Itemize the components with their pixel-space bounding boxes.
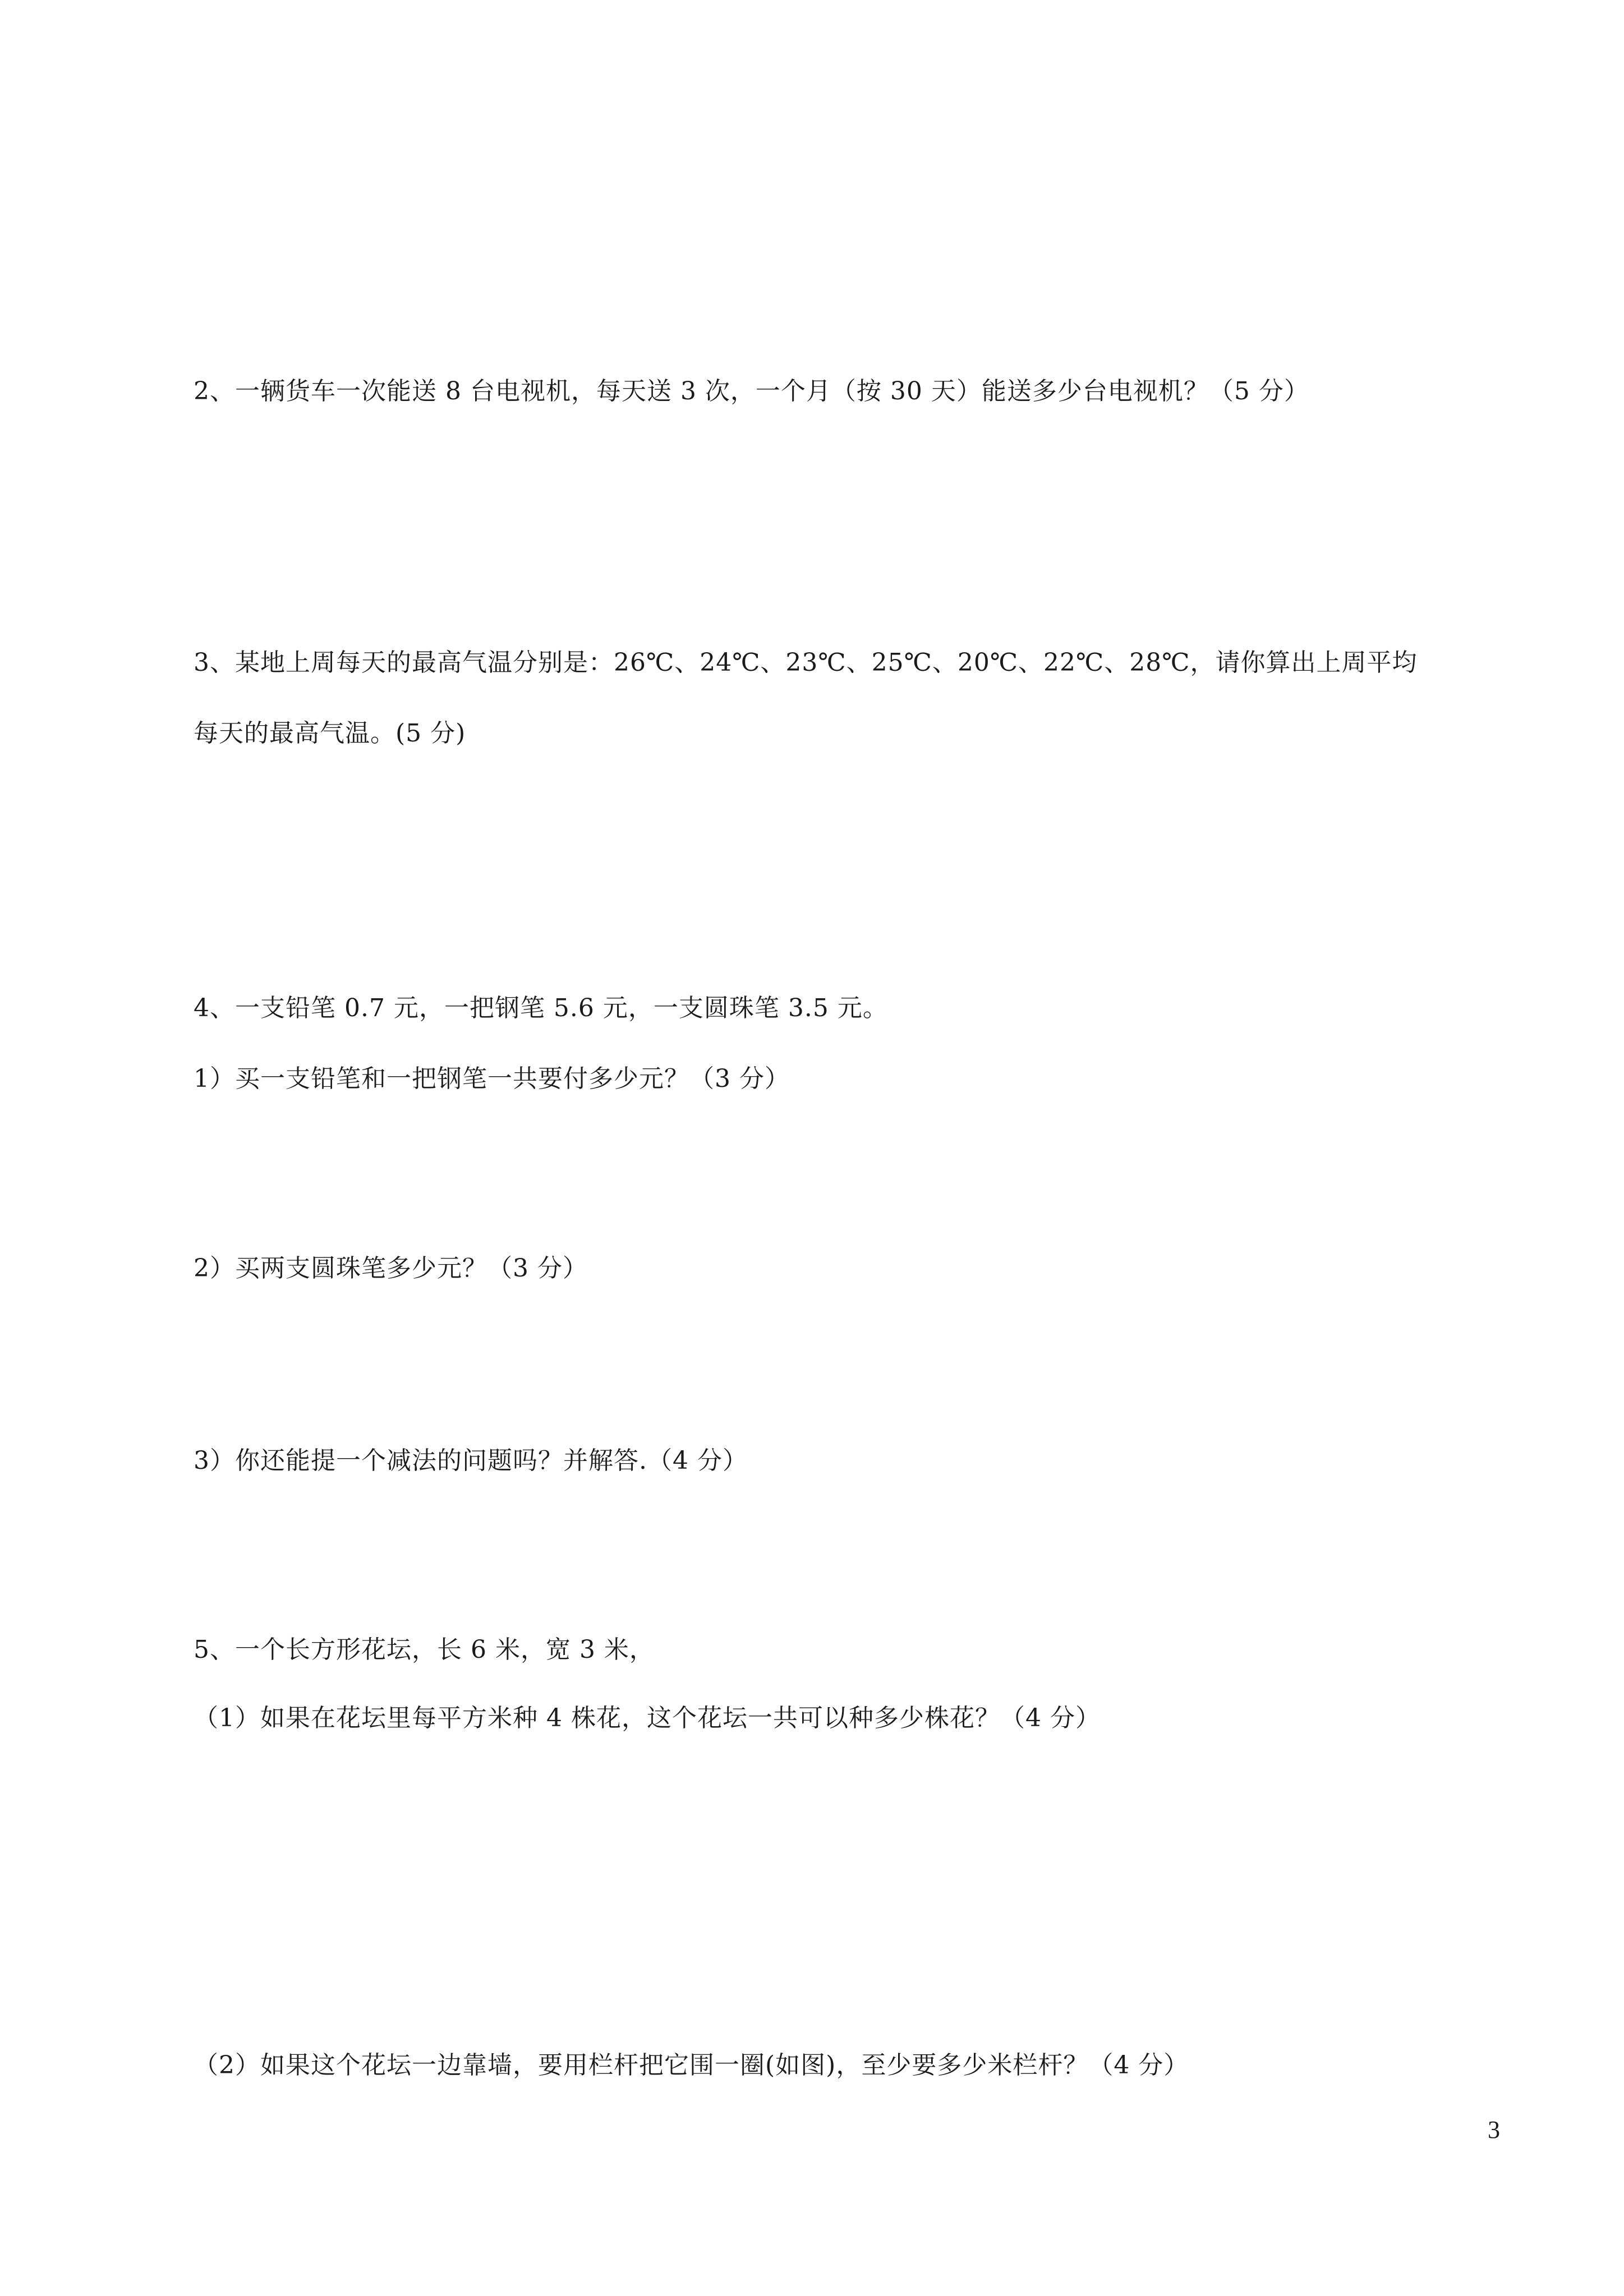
page-number: 3: [1488, 2116, 1500, 2143]
question-4-intro: 4、一支铅笔 0.7 元，一把钢笔 5.6 元，一支圆珠笔 3.5 元。: [194, 994, 888, 1022]
question-5-sub-1: （1）如果在花坛里每平方米种 4 株花，这个花坛一共可以种多少株花？（4 分）: [194, 1704, 1101, 1732]
question-2-text: 2、一辆货车一次能送 8 台电视机，每天送 3 次，一个月（按 30 天）能送多少台电视机？（5 分）: [194, 377, 1309, 405]
question-4-sub-1: 1）买一支铅笔和一把钢笔一共要付多少元？（3 分）: [194, 1064, 790, 1093]
question-5-intro: 5、一个长方形花坛，长 6 米，宽 3 米，: [194, 1635, 655, 1664]
question-3-line-2: 每天的最高气温。(5 分): [194, 719, 466, 748]
question-3-line-1: 3、某地上周每天的最高气温分别是：26℃、24℃、23℃、25℃、20℃、22℃、28℃，请你算出上周平均: [194, 648, 1418, 677]
question-5-sub-2: （2）如果这个花坛一边靠墙，要用栏杆把它围一圈(如图)，至少要多少米栏杆？（4 分）: [194, 2051, 1189, 2080]
question-4-sub-3: 3）你还能提一个减法的问题吗？并解答.（4 分）: [194, 1446, 748, 1475]
question-4-sub-2: 2）买两支圆珠笔多少元？（3 分）: [194, 1254, 588, 1283]
